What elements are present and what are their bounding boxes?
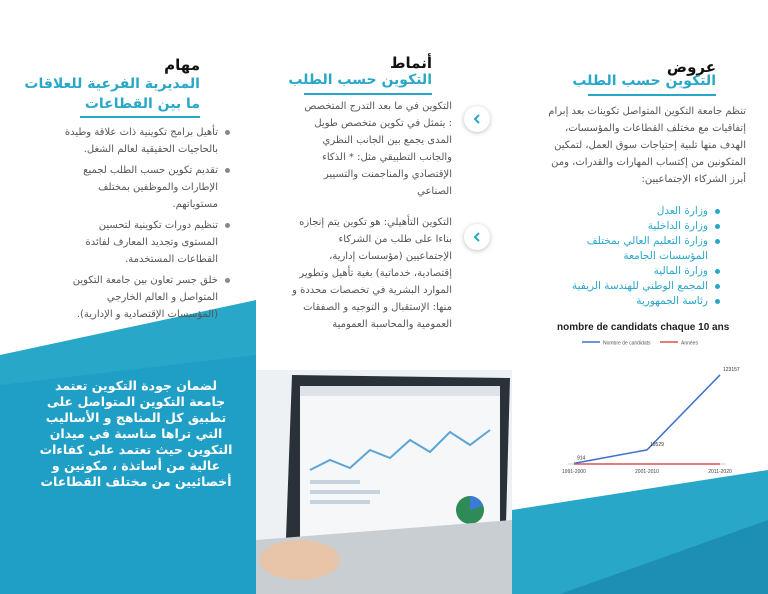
tasks-list xyxy=(60,124,230,327)
data-label: 914 xyxy=(577,455,586,462)
tasks-title-underline xyxy=(80,116,200,118)
list-item: وزارة المالية xyxy=(560,264,720,279)
offers-subtitle: التكوين حسب الطلب xyxy=(572,73,716,89)
list-item: تنظيم دورات تكوينية لتحسين المستوى وتجديد المعارف لفائدة القطاعات المستخدمة. xyxy=(60,217,230,268)
list-item: رئاسة الجمهورية xyxy=(560,294,720,309)
tasks-title: مهام xyxy=(164,56,200,74)
panel-tasks xyxy=(0,0,256,594)
data-label: 123157 xyxy=(723,366,740,373)
offers-title-underline xyxy=(588,94,716,96)
data-label: 19529 xyxy=(650,441,664,448)
partners-list xyxy=(560,204,720,309)
list-item: تأهيل برامج تكوينية ذات علاقة وطيدة بالحاجيات الحقيقية لعالم الشغل. xyxy=(60,124,230,158)
x-tick-label: 2011-2020 xyxy=(708,469,732,475)
candidates-line-chart xyxy=(552,336,752,476)
modes-paragraph-postgrad: التكوين في ما بعد التدرج المتخصص : يتمثل في تكوين متخصص طويل المدى يجمع بين الجانب النظري والجانب التطبيقي مثل: * الذكاء الإقتصادي والمناجمنت والتسيير الصناعي xyxy=(304,101,452,197)
modes-title-underline xyxy=(304,93,432,95)
chart-title: nombre de candidats chaque 10 ans xyxy=(557,322,730,333)
list-item: خلق جسر تعاون بين جامعة التكوين المتواصل و العالم الخارجي (المؤسسات الإقتصادية و الإدارية). xyxy=(60,272,230,323)
offers-intro: تنظم جامعة التكوين المتواصل تكوينات بعد إبرام إتفاقيات مع مختلف القطاعات والمؤسسات، الهدف منها تلبية إحتياجات سوق العمل، لتمكين المتكونين من إكتساب المهارات والقدرات، ومن أبرز الشركاء الإجتماعيين: xyxy=(548,106,746,185)
chevron-left-icon xyxy=(471,231,483,243)
offers-title: عروض xyxy=(666,58,716,76)
modes-subtitle: التكوين حسب الطلب xyxy=(288,72,432,88)
legend-label: Nombre de candidats xyxy=(603,340,651,347)
list-item: المجمع الوطني للهندسة الريفية xyxy=(560,279,720,294)
modes-title: أنماط xyxy=(389,54,432,72)
panel-offers xyxy=(512,0,768,594)
nav-arrow-button[interactable] xyxy=(464,224,490,250)
tasks-subtitle-line1: المديرية الفرعية للعلاقات xyxy=(24,76,200,92)
modes-paragraph-qualifying: التكوين التأهيلي: هو تكوين يتم إنجازه بناءا على طلب من الشركاء الإجتماعيين (مؤسسات إدارية، إقتصادية، خدماتية) بغية تأهيل وتطوير الموارد البشرية في تخصصات محددة و منها: الإستقبال و التوجيه و الصفقات العمومية والمحاسبة العمومية xyxy=(292,217,452,330)
list-item: وزارة العدل xyxy=(560,204,720,219)
list-item: وزارة التعليم العالي بمختلف المؤسسات الجامعة xyxy=(560,234,720,264)
quality-statement: لضمان جودة التكوين تعتمد جامعة التكوين المتواصل على تطبيق كل المناهج و الأساليب التي تراها مناسبة في ميدان التكوين حيث تعتمد على كفاءات عالية من أساتذة ، مكونين و أخصائيين من مختلف القطاعات xyxy=(39,378,233,489)
x-tick-label: 2001-2010 xyxy=(635,469,659,475)
list-item: تقديم تكوين حسب الطلب لجميع الإطارات والموظفين بمختلف مستوياتهم. xyxy=(60,162,230,213)
x-tick-label: 1991-2000 xyxy=(562,469,586,475)
panel-modes xyxy=(256,0,512,594)
legend-label: Années xyxy=(681,340,698,347)
tasks-subtitle-line2: ما بين القطاعات xyxy=(84,96,200,112)
series-line xyxy=(574,375,720,463)
chevron-left-icon xyxy=(471,113,483,125)
nav-arrow-button[interactable] xyxy=(464,106,490,132)
list-item: وزارة الداخلية xyxy=(560,219,720,234)
